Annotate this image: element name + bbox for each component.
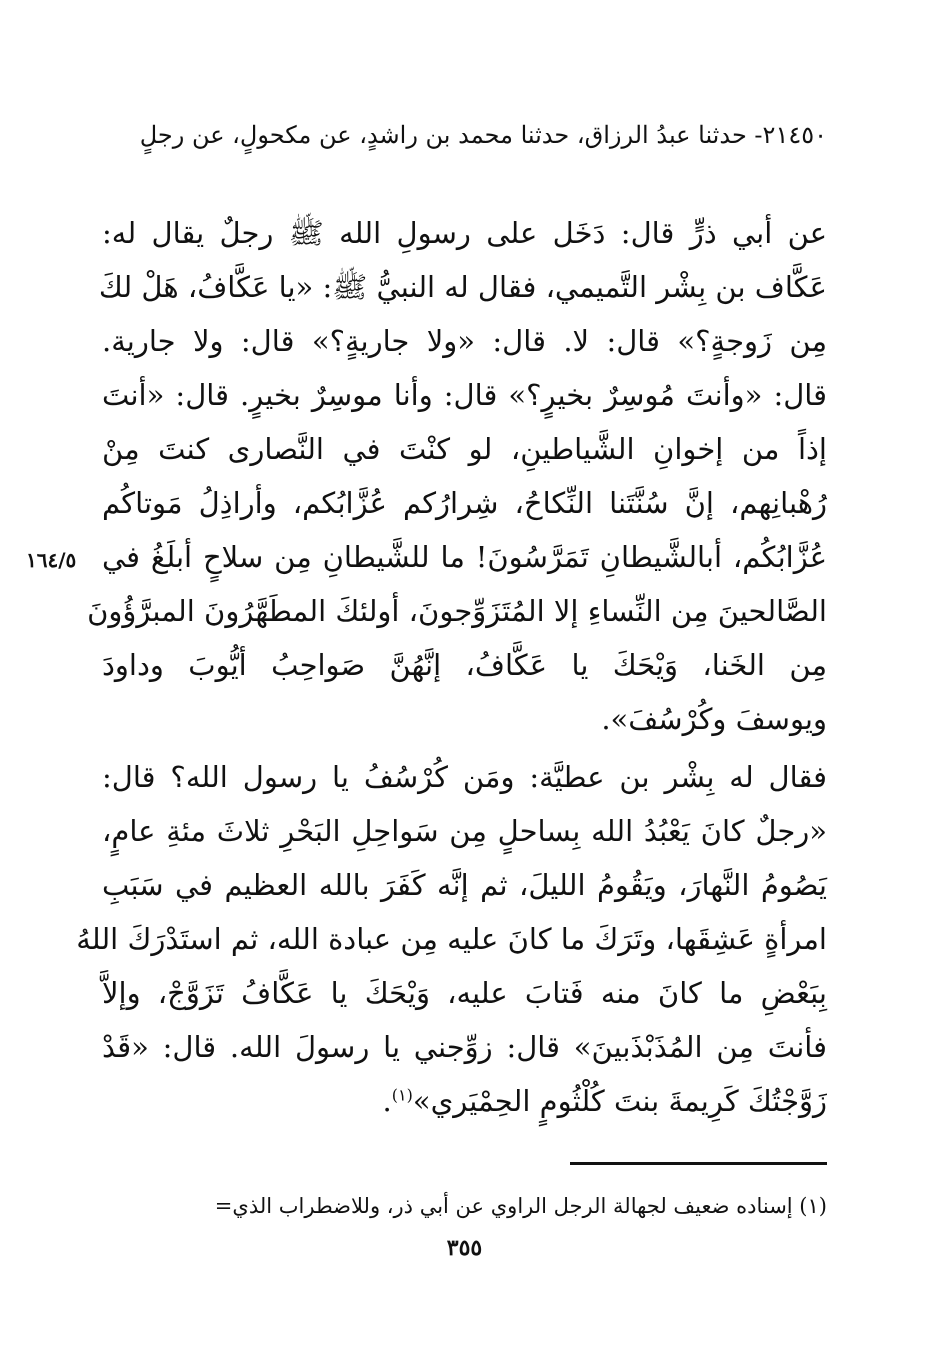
text-line: عن أبي ذرٍّ قال: دَخَل على رسولِ الله ﷺ رجلٌ يقال له:	[102, 216, 827, 250]
text-line: ويوسفَ وكُرْسُفَ».	[601, 702, 827, 736]
text-line: يَصُومُ النَّهارَ، ويَقُومُ الليلَ، ثم إنَّه كَفَرَ بالله العظيم في سَبَبِ	[102, 868, 827, 902]
hadith-paragraph-2	[76, 750, 827, 1128]
text-line: امرأةٍ عَشِقَها، وتَرَكَ ما كانَ عليه مِن عبادة الله، ثم استَدْرَكَ اللهُ	[76, 922, 827, 956]
text-line: مِن زَوجةٍ؟» قال: لا. قال: «ولا جاريةٍ؟» قال: ولا جارية.	[102, 324, 827, 358]
text-line: الصَّالحينَ مِن النِّساءِ إلا المُتَزَوِّجونَ، أولئكَ المطَهَّرُونَ المبرَّؤُونَ	[87, 594, 827, 628]
footnote-text: (١) إسناده ضعيف لجهالة الرجل الراوي عن أبي ذر، وللاضطراب الذي=	[214, 1194, 827, 1218]
text-line: عُزَّابُكُم، أبالشَّيطانِ تَمَرَّسُونَ! ما للشَّيطانِ مِن سلاحٍ أبلَغُ في	[102, 540, 827, 574]
margin-volume-page-reference: ١٦٤/٥	[26, 548, 77, 572]
text-line: قال: «وأنتَ مُوسِرٌ بخيرٍ؟» قال: وأنا موسِرٌ بخيرٍ. قال: «أنتَ	[102, 378, 827, 412]
hadith-header: ٢١٤٥٠- حدثنا عبدُ الرزاق، حدثنا محمد بن راشدٍ، عن مكحولٍ، عن رجلٍ	[139, 121, 827, 149]
footnote-reference-marker: (١)	[391, 1085, 413, 1105]
hadith-paragraph-1	[87, 206, 827, 746]
text-line: رُهْبانِهم، إنَّ سُنَّتَنا النِّكاحُ، شِرارُكم عُزَّابُكم، وأراذِلُ مَوتاكُم	[102, 486, 827, 520]
text-line-final: زَوَّجْتُكَ كَرِيمةَ بنتَ كُلْثُومٍ الحِمْيَري»$^{(١)}$.	[382, 1084, 827, 1118]
text-line: مِن الخَنا، وَيْحَكَ يا عَكَّافُ، إنَّهُنَّ صَواحِبُ أيُّوبَ وداودَ	[102, 648, 827, 682]
text-line: «رجلٌ كانَ يَعْبُدُ الله بِساحلٍ مِن سَواحِلِ البَحْرِ ثلاثَ مئةِ عامٍ،	[102, 814, 827, 848]
page-number: ٣٥٥	[446, 1235, 483, 1261]
text-line-content: زَوَّجْتُكَ كَرِيمةَ بنتَ كُلْثُومٍ الحِمْيَري»	[412, 1084, 827, 1118]
text-line: فقال له بِشْر بن عطيَّة: ومَن كُرْسُفُ يا رسول الله؟ قال:	[102, 760, 827, 794]
footnote-divider	[570, 1162, 827, 1165]
text-line: فأنتَ مِن المُذَبْذَبينَ» قال: زوِّجني يا رسولَ الله. قال: «قَدْ	[102, 1030, 827, 1064]
text-line: إذاً من إخوانِ الشَّياطينِ، لو كنْتَ في النَّصارى كنتَ مِنْ	[102, 432, 827, 466]
text-line: عَكَّاف بن بِشْر التَّميمي، فقال له النبيُّ ﷺ: «يا عَكَّافُ، هَلْ لكَ	[98, 270, 827, 304]
text-line: بِبَعْضِ ما كانَ منه فَتابَ عليه، وَيْحَكَ يا عَكَّافُ تَزَوَّجْ، وإلاَّ	[102, 976, 827, 1010]
